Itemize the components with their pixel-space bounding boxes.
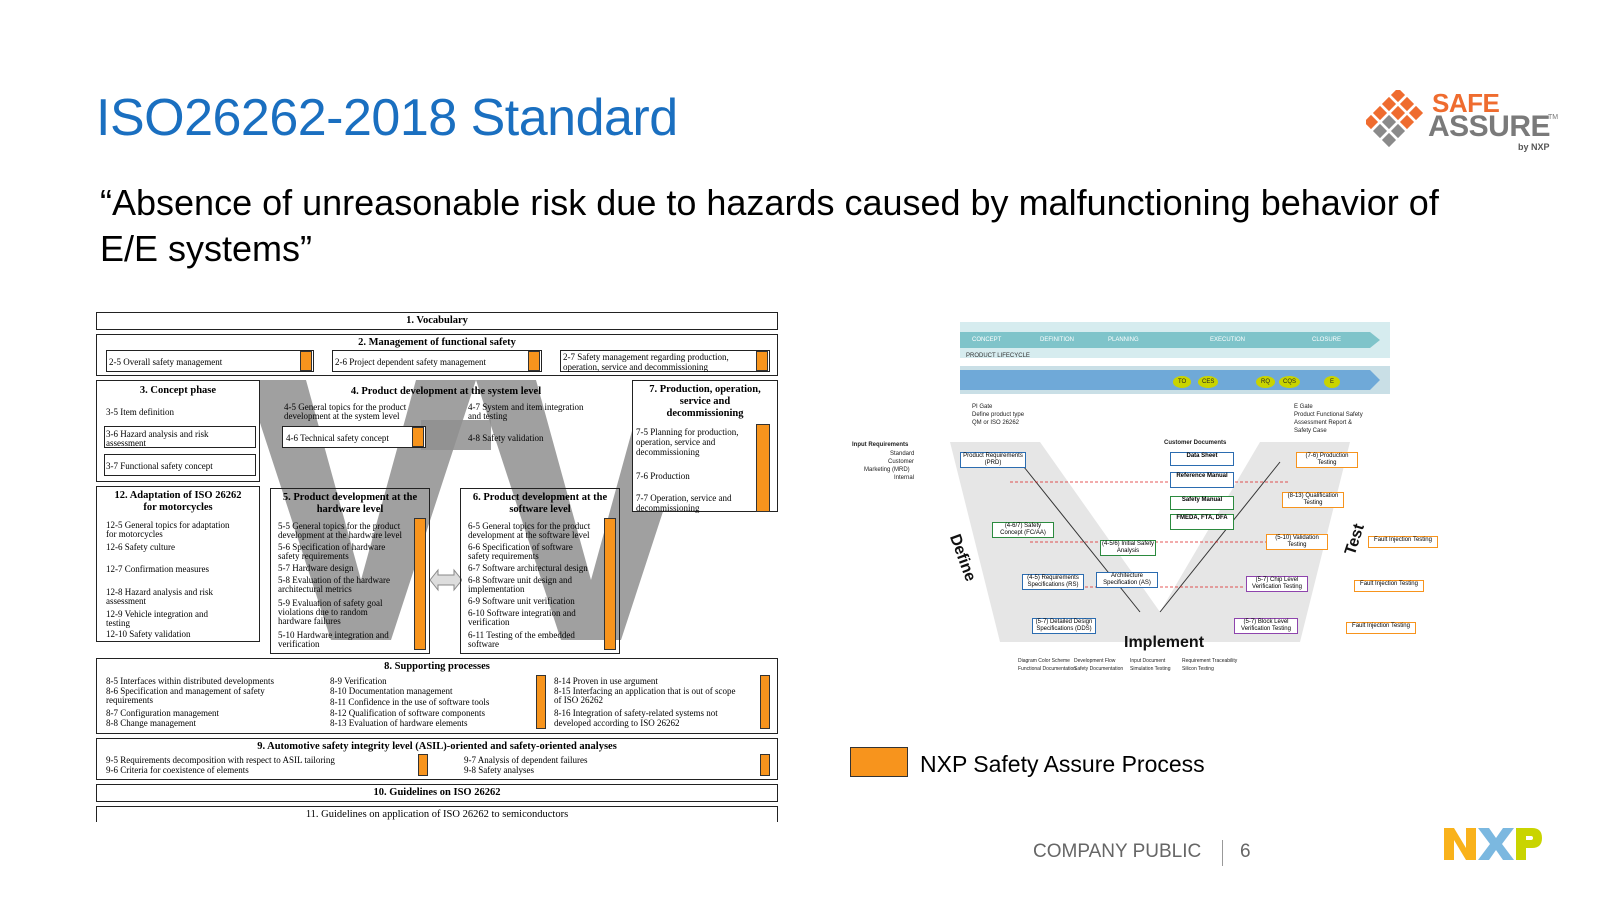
diamond-grid-icon xyxy=(1366,90,1430,154)
motorcycles-item: 12-8 Hazard analysis and risk xyxy=(106,587,213,597)
legend-row: Development Flow xyxy=(1074,658,1116,664)
hardware-item: 5-6 Specification of hardware xyxy=(278,542,386,552)
left-gate-note: PI Gate xyxy=(972,404,993,410)
production-item: decommissioning xyxy=(636,447,700,457)
nxp-process-marker xyxy=(760,675,770,729)
nxp-process-marker xyxy=(756,351,768,371)
logo-assure-text: ASSURE xyxy=(1428,110,1551,143)
concept-item: 3-7 Functional safety concept xyxy=(106,461,213,471)
semiconductors-title: 11. Guidelines on application of ISO 26262 to semiconductors xyxy=(305,809,569,820)
nxp-process-marker xyxy=(300,351,312,371)
production-item: 7-5 Planning for production, xyxy=(636,427,739,437)
node-fault-injection: Fault Injection Testing xyxy=(1346,622,1416,634)
input-requirements-title: Input Requirements xyxy=(852,442,909,448)
motorcycles-item: 12-5 General topics for adaptation xyxy=(106,520,230,530)
software-item: verification xyxy=(468,617,510,627)
nxp-process-marker xyxy=(414,518,426,650)
software-item: 6-11 Testing of the embedded xyxy=(468,630,575,640)
milestone-badge: E xyxy=(1324,376,1340,388)
node-reference-manual: Reference Manual xyxy=(1170,472,1234,488)
hardware-item: 5-7 Hardware design xyxy=(278,563,354,573)
motorcycles-item: for motorcycles xyxy=(106,529,163,539)
node-block-level-testing: (5-7) Block Level Verification Testing xyxy=(1234,618,1298,634)
hardware-item: 5-9 Evaluation of safety goal xyxy=(278,598,383,608)
node-safety-concept: (4-6/7) Safety Concept (FC/AA) xyxy=(992,522,1054,538)
production-item: 7-7 Operation, service and xyxy=(636,493,732,503)
safe-assure-logo xyxy=(1366,84,1559,156)
management-title: 2. Management of functional safety xyxy=(358,337,516,348)
lifecycle-label: PRODUCT LIFECYCLE xyxy=(966,353,1030,359)
concept-item: 3-5 Item definition xyxy=(106,407,174,417)
production-title-2: service and xyxy=(679,396,731,407)
supporting-item: 8-15 Interfacing an application that is out of scope xyxy=(554,686,736,696)
logo-tm: TM xyxy=(1548,114,1559,121)
node-initial-safety-analysis: (4-5/6) Initial Safety Analysis xyxy=(1101,541,1155,554)
node-requirements-spec: (4-5) Requirements Specifications (RS) xyxy=(1022,574,1084,590)
supporting-item: 8-13 Evaluation of hardware elements xyxy=(330,718,468,728)
hardware-item: safety requirements xyxy=(278,551,349,561)
mgmt-item-2-7-label-b: operation, service and decommissioning xyxy=(563,362,708,372)
software-item: 6-8 Software unit design and xyxy=(468,575,572,585)
software-item: 6-9 Software unit verification xyxy=(468,596,575,606)
nxp-process-marker xyxy=(536,675,546,729)
supporting-item: 8-10 Documentation management xyxy=(330,686,453,696)
right-gate-note: Safety Case xyxy=(1294,428,1327,434)
software-title-1: 6. Product development at the xyxy=(472,492,608,503)
customer-docs-title: Customer Documents xyxy=(1164,440,1227,446)
classification-label: COMPANY PUBLIC xyxy=(1033,841,1202,862)
legend-row: Requirement Traceability xyxy=(1182,658,1238,664)
node-detailed-design: (5-7) Detailed Design Specifications (DDS) xyxy=(1032,618,1096,634)
nxp-process-marker xyxy=(604,518,616,650)
right-gate-note: Product Functional Safety xyxy=(1294,412,1363,418)
software-item: 6-5 General topics for the product xyxy=(468,521,591,531)
software-item: 6-6 Specification of software xyxy=(468,542,573,552)
motorcycles-item: 12-9 Vehicle integration and xyxy=(106,609,209,619)
node-chip-level-testing: (5-7) Chip Level Verification Testing xyxy=(1246,576,1308,592)
supporting-item: 8-5 Interfaces within distributed developments xyxy=(106,676,274,686)
motorcycles-item: testing xyxy=(106,618,130,628)
motorcycles-item: 12-10 Safety validation xyxy=(106,629,191,639)
supporting-item: 8-6 Specification and management of safety xyxy=(106,686,265,696)
hardware-item: 5-10 Hardware integration and xyxy=(278,630,389,640)
node-prd: Product Requirements (PRD) xyxy=(960,452,1026,468)
iso26262-overview-diagram xyxy=(96,312,804,822)
system-level-title: 4. Product development at the system level xyxy=(350,386,542,397)
system-item: 4-7 System and item integration xyxy=(468,402,584,412)
asil-item: 9-6 Criteria for coexistence of elements xyxy=(106,765,249,775)
motorcycles-title-2: for motorcycles xyxy=(143,502,213,513)
system-item: 4-5 General topics for the product xyxy=(284,402,407,412)
mgmt-item-2-5-label: 2-5 Overall safety management xyxy=(109,357,223,367)
phase-label: PLANNING xyxy=(1108,337,1139,343)
guidelines-title: 10. Guidelines on ISO 26262 xyxy=(373,787,501,798)
node-fault-injection: Fault Injection Testing xyxy=(1354,580,1424,592)
software-title-2: software level xyxy=(509,504,571,515)
concept-item: 3-6 Hazard analysis and risk xyxy=(106,429,209,439)
production-item: 7-6 Production xyxy=(636,471,690,481)
software-item: 6-7 Software architectural design xyxy=(468,563,588,573)
semiconductors-box xyxy=(96,806,778,822)
supporting-item: 8-9 Verification xyxy=(330,676,387,686)
node-production-testing: (7-6) Production Testing xyxy=(1296,452,1358,468)
supporting-title: 8. Supporting processes xyxy=(384,661,490,672)
nxp-process-marker xyxy=(412,427,424,447)
milestone-badge: RQ xyxy=(1256,376,1275,388)
supporting-item: 8-11 Confidence in the use of software tools xyxy=(330,697,490,707)
node-qualification-testing: (8-13) Qualification Testing xyxy=(1282,492,1344,508)
software-item: implementation xyxy=(468,584,525,594)
nxp-process-marker xyxy=(418,754,428,776)
milestone-badge: CES xyxy=(1198,376,1218,388)
vocabulary-title: 1. Vocabulary xyxy=(406,315,468,326)
supporting-item: 8-12 Qualification of software components xyxy=(330,708,485,718)
milestone-badge: CQS xyxy=(1279,376,1300,388)
mgmt-item-2-7-label-a: 2-7 Safety management regarding production, xyxy=(563,352,729,362)
hardware-item: violations due to random xyxy=(278,607,368,617)
nxp-process-marker xyxy=(756,424,770,512)
definition-quote: “Absence of unreasonable risk due to hazards caused by malfunctioning behavior of E/E systems” xyxy=(100,182,1439,269)
software-item: development at the software level xyxy=(468,530,590,540)
production-title-3: decommissioning xyxy=(666,408,744,419)
asil-item: 9-7 Analysis of dependent failures xyxy=(464,755,588,765)
software-item: software xyxy=(468,639,499,649)
hardware-item: development at the hardware level xyxy=(278,530,402,540)
hardware-title-2: hardware level xyxy=(316,504,384,515)
hardware-item: 5-8 Evaluation of the hardware xyxy=(278,575,390,585)
hardware-item: hardware failures xyxy=(278,616,341,626)
legend-swatch xyxy=(850,747,908,777)
logo-by-nxp: by NXP xyxy=(1518,142,1550,152)
software-item: safety requirements xyxy=(468,551,539,561)
double-arrow-icon xyxy=(430,568,462,592)
node-architecture-spec: Architecture Specification (AS) xyxy=(1096,572,1158,588)
motorcycles-item: assessment xyxy=(106,596,146,606)
vocabulary-box xyxy=(96,312,778,330)
node-safety-manual: Safety Manual xyxy=(1170,496,1234,510)
page-number: 6 xyxy=(1240,841,1251,862)
nxp-process-marker xyxy=(760,754,770,776)
motorcycles-item: 12-6 Safety culture xyxy=(106,542,175,552)
nxp-v-model-diagram xyxy=(842,322,1432,682)
nxp-logo xyxy=(1444,824,1544,864)
supporting-item: requirements xyxy=(106,695,153,705)
system-item: and testing xyxy=(468,411,508,421)
input-item: Internal xyxy=(894,475,915,481)
supporting-item: 8-16 Integration of safety-related systems not xyxy=(554,708,718,718)
production-title-1: 7. Production, operation, xyxy=(649,384,761,395)
slide-title: ISO26262-2018 Standard xyxy=(96,89,678,147)
supporting-item: 8-7 Configuration management xyxy=(106,708,219,718)
legend-row: Silicon Testing xyxy=(1182,666,1214,672)
asil-item: 9-8 Safety analyses xyxy=(464,765,534,775)
supporting-item: 8-8 Change management xyxy=(106,718,196,728)
input-item: Customer xyxy=(888,459,915,465)
node-fmeda: FMEDA, FTA, DFA xyxy=(1170,514,1234,530)
system-item: development at the system level xyxy=(284,411,400,421)
right-gate-note: Assessment Report & xyxy=(1294,420,1353,426)
phase-label: EXECUTION xyxy=(1210,337,1246,343)
hardware-item: 5-5 General topics for the product xyxy=(278,521,401,531)
phase-label: CLOSURE xyxy=(1312,337,1342,343)
hardware-title-1: 5. Product development at the xyxy=(282,492,418,503)
asil-title: 9. Automotive safety integrity level (ASIL)-oriented and safety-oriented analyses xyxy=(257,741,617,752)
supporting-item: 8-14 Proven in use argument xyxy=(554,676,658,686)
production-item: decommissioning xyxy=(636,503,700,513)
production-item: operation, service and xyxy=(636,437,716,447)
hardware-item: architectural metrics xyxy=(278,584,352,594)
node-fault-injection: Fault Injection Testing xyxy=(1368,536,1438,548)
footer-divider xyxy=(1222,840,1223,866)
legend-row: Functional Documentation xyxy=(1018,666,1077,672)
concept-item: assessment xyxy=(106,438,146,448)
logo-safe-text: SAFE xyxy=(1432,88,1500,118)
phase-label: CONCEPT xyxy=(972,337,1002,343)
legend-row: Simulation Testing xyxy=(1130,666,1171,672)
legend-row: Input Document xyxy=(1130,658,1166,664)
test-label: Test xyxy=(1342,521,1368,558)
guidelines-box xyxy=(96,784,778,802)
milestone-badge: TO xyxy=(1173,376,1191,388)
define-label: Define xyxy=(946,532,979,584)
left-gate-note: QM or ISO 26262 xyxy=(972,420,1020,426)
motorcycles-item: 12-7 Confirmation measures xyxy=(106,564,209,574)
nxp-process-marker xyxy=(528,351,540,371)
input-item: Marketing (MRD) xyxy=(864,467,910,473)
concept-phase-title: 3. Concept phase xyxy=(139,385,217,396)
legend-label: NXP Safety Assure Process xyxy=(920,751,1205,777)
system-item: 4-8 Safety validation xyxy=(468,433,544,443)
legend-row: Safety Documentation xyxy=(1074,666,1124,672)
node-validation-testing: (5-10) Validation Testing xyxy=(1266,534,1328,550)
left-gate-note: Define product type xyxy=(972,412,1025,418)
implement-label: Implement xyxy=(1124,634,1205,651)
legend-row: Diagram Color Scheme xyxy=(1018,658,1070,664)
hardware-item: verification xyxy=(278,639,320,649)
phase-label: DEFINITION xyxy=(1040,337,1074,343)
supporting-item: of ISO 26262 xyxy=(554,695,603,705)
software-item: 6-10 Software integration and xyxy=(468,608,576,618)
system-item: 4-6 Technical safety concept xyxy=(286,433,389,443)
asil-item: 9-5 Requirements decomposition with respect to ASIL tailoring xyxy=(106,755,335,765)
motorcycles-title-1: 12. Adaptation of ISO 26262 xyxy=(114,490,242,501)
mgmt-item-2-6-label: 2-6 Project dependent safety management xyxy=(335,357,486,367)
right-gate-note: E Gate xyxy=(1294,404,1313,410)
input-item: Standard xyxy=(890,451,915,457)
supporting-item: developed according to ISO 26262 xyxy=(554,718,680,728)
node-data-sheet: Data Sheet xyxy=(1170,452,1234,466)
